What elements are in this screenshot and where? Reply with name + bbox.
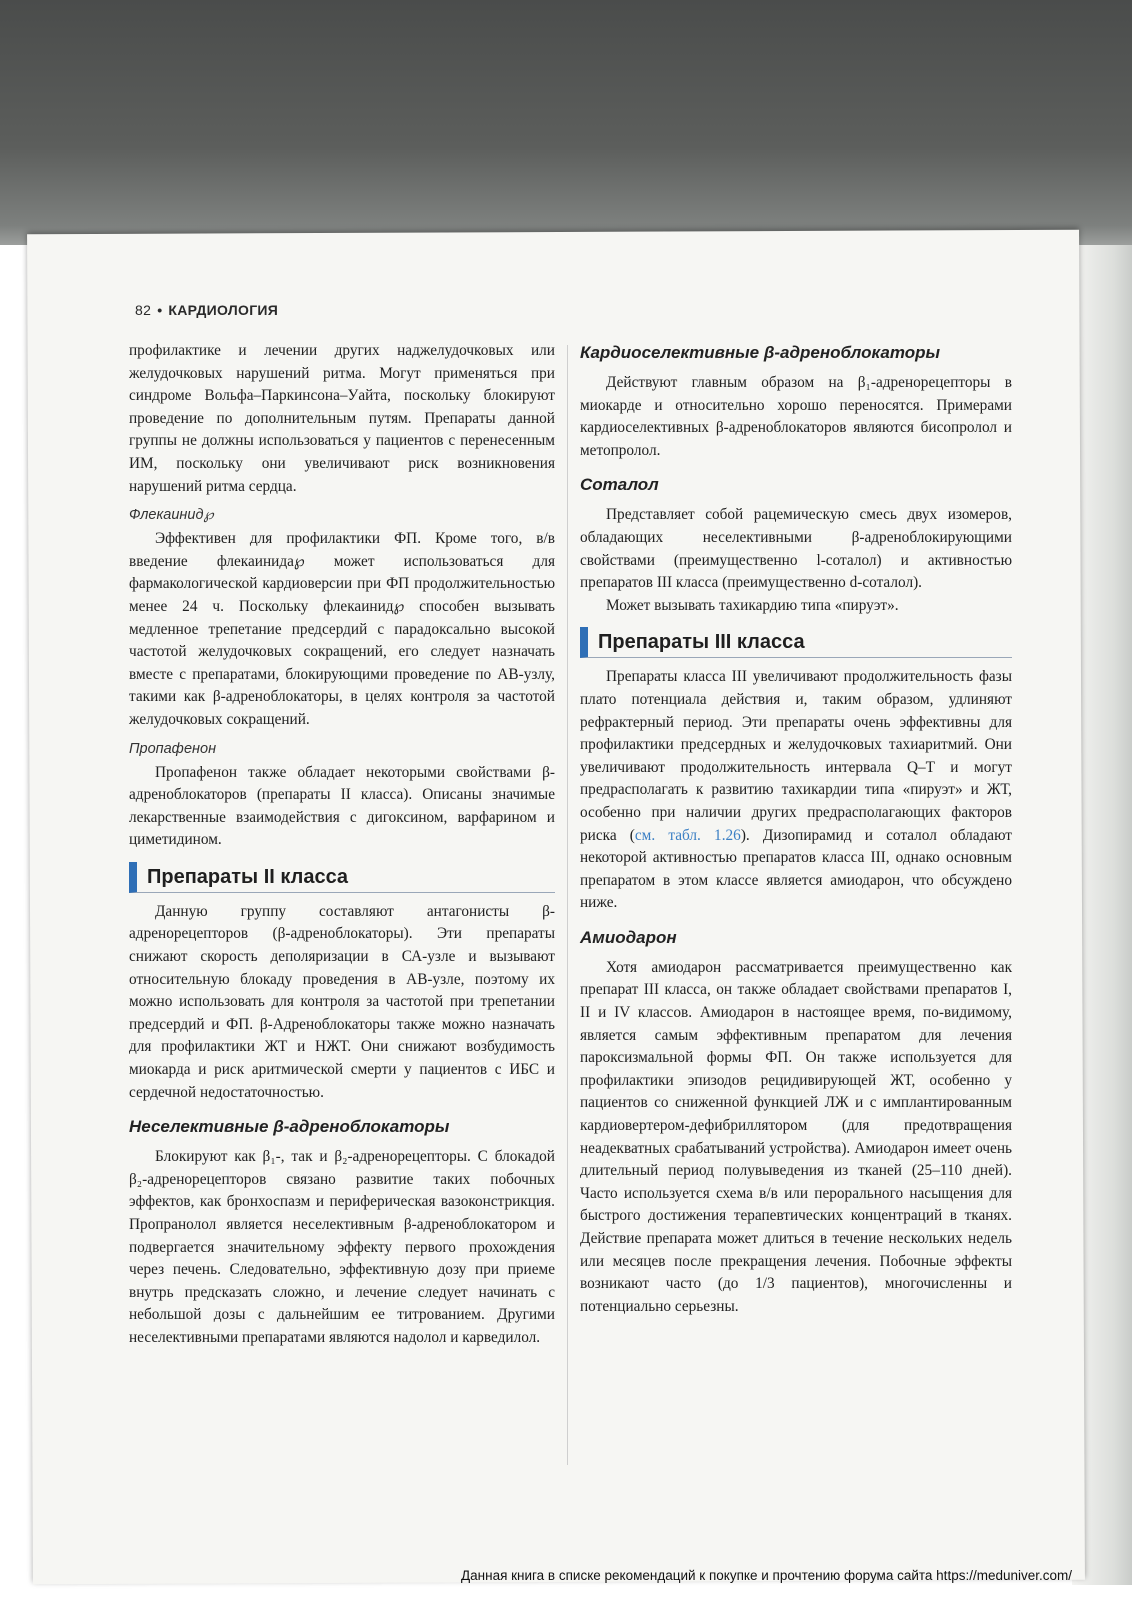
nonselective-heading: Неселективные β-адреноблокаторы — [129, 1117, 450, 1137]
class2-heading: Препараты II класса — [129, 862, 555, 893]
running-header — [135, 302, 278, 318]
propafenone-subheading: Пропафенон — [129, 740, 217, 757]
right-column — [580, 340, 1012, 1318]
nonselective-paragraph: Блокируют как β₁-, так и β₂-адренорецепторы. С блокадой β₂-адренорецепторов связано развитие таких побочных эффектов, как бронхоспазм и периферическая вазоконстрикция. Пропранолол является неселективным β-адреноблокатором и подвергается значительному эффекту первого прохождения через печень. Следовательно, эффективную дозу при приеме внутрь предсказать сложно, и лечение следует начинать с небольшой дозы с дальнейшим ее титрованием. Другими неселективными препаратами являются надолол и карведилол. — [129, 1148, 555, 1346]
cardioselective-paragraph: Действуют главным образом на β₁-адренорецепторы в миокарде и относительно хорошо переносятся. Примерами кардиоселективных β-адреноблокаторов являются бисопролол и метопролол. — [580, 374, 1012, 459]
page-number: 82 — [135, 302, 152, 318]
propafenone-paragraph: Пропафенон также обладает некоторыми свойствами β-адреноблокаторов (препараты II класса). Описаны значимые лекарственные взаимодействия с дигоксином, варфарином и циметидином. — [129, 763, 555, 849]
amiodarone-paragraph: Хотя амиодарон рассматривается преимущественно как препарат III класса, он также обладает свойствами препаратов I, II и IV классов. Амиодарон в настоящее время, по-видимому, является самым эффективным препаратом для лечения пароксизмальной формы ФП. Он также используется для профилактики эпизодов рецидивирующей ЖТ, особенно у пациентов со сниженной функцией ЛЖ и с имплантированным кардиовертером-дефибриллятором (для предотвращения неадекватных срабатываний устройства). Амиодарон имеет очень длительный период полувыведения из тканей (25–110 дней). Часто используется схема в/в или перорального насыщения для быстрого достижения терапевтических концентраций в тканях. Действие препарата может длиться в течение нескольких недель или месяцев после прекращения лечения. Побочные эффекты возникают часто (до 1/3 пациентов), многочисленны и потенциально серьезны. — [580, 958, 1012, 1315]
scan-background-top — [0, 0, 1132, 245]
class3-text-a: Препараты класса III увеличивают продолжительность фазы плато потенциала действия и, таким образом, удлиняют рефрактерный период. Эти препараты очень эффективны для профилактики предсердных и желудочковых тахиаритмий. Они увеличивают продолжительность интервала Q–T и могут предрасполагать к развитию тахикардии типа «пируэт» и ЖТ, особенно при наличии других предрасполагающих факторов риска ( — [580, 668, 1012, 844]
cardioselective-heading: Кардиоселективные β-адреноблокаторы — [580, 343, 940, 362]
table-reference-link[interactable]: см. табл. 1.26 — [634, 826, 741, 844]
intro-paragraph: профилактике и лечении других наджелудочковых или желудочковых нарушений ритма. Могут применяться при синдроме Вольфа–Паркинсона–Уайта, поскольку блокируют проведение по дополнительным путям. Препараты данной группы не должны использоваться у пациентов с перенесенным ИМ, поскольку они увеличивают риск возникновения нарушений ритма сердца. — [129, 342, 555, 495]
sotalol-paragraph-2: Может вызывать тахикардию типа «пируэт». — [606, 596, 899, 614]
sotalol-paragraph: Представляет собой рацемическую смесь двух изомеров, обладающих неселективными β-адреноблокирующими свойствами (преимущественно l-соталол) и активностью препаратов III класса (преимущественно d-соталол). — [580, 506, 1012, 592]
class3-paragraph — [580, 666, 1012, 915]
amiodarone-heading: Амиодарон — [580, 927, 677, 947]
class3-heading: Препараты III класса — [580, 627, 1012, 658]
chapter-title: КАРДИОЛОГИЯ — [168, 302, 279, 318]
column-divider — [567, 345, 568, 1465]
flecainide-subheading: Флекаинид℘ — [129, 507, 214, 524]
header-bullet: • — [157, 302, 163, 318]
left-column — [129, 340, 555, 1350]
class2-paragraph: Данную группу составляют антагонисты β-адренорецепторов (β-адреноблокаторы). Эти препараты снижают скорость деполяризации в СА-узле и вызывают относительную блокаду проведения в АВ-узле, поэтому их можно использовать для контроля за частотой при трепетании предсердий и ФП. β-Адреноблокаторы также можно назначать для профилактики ЖТ и НЖТ. Они снижают возбудимость миокарда и риск аритмической смерти у пациентов с ИБС и сердечной недостаточностью. — [129, 902, 555, 1101]
sotalol-heading: Соталол — [580, 475, 659, 495]
flecainide-paragraph: Эффективен для профилактики ФП. Кроме того, в/в введение флекаинида℘ может использоваться для фармакологической кардиоверсии при ФП продолжительностью менее 24 ч. Поскольку флекаинид℘ способен вызывать медленное трепетание предсердий с парадоксально высокой частотой желудочковых сокращений, его следует назначать вместе с препаратами, блокирующими проведение по АВ-узлу, такими как β-адреноблокаторы, в целях контроля за частотой желудочковых сокращений. — [129, 530, 555, 728]
footer-note: Данная книга в списке рекомендаций к покупке и прочтению форума сайта https://meduniver.com/ — [461, 1568, 1072, 1583]
class3-text-b: ). Дизопирамид и соталол обладают некоторой активностью препаратов класса III, однако основным препаратом в этом классе является амиодарон, что обсуждено ниже. — [580, 826, 1012, 912]
